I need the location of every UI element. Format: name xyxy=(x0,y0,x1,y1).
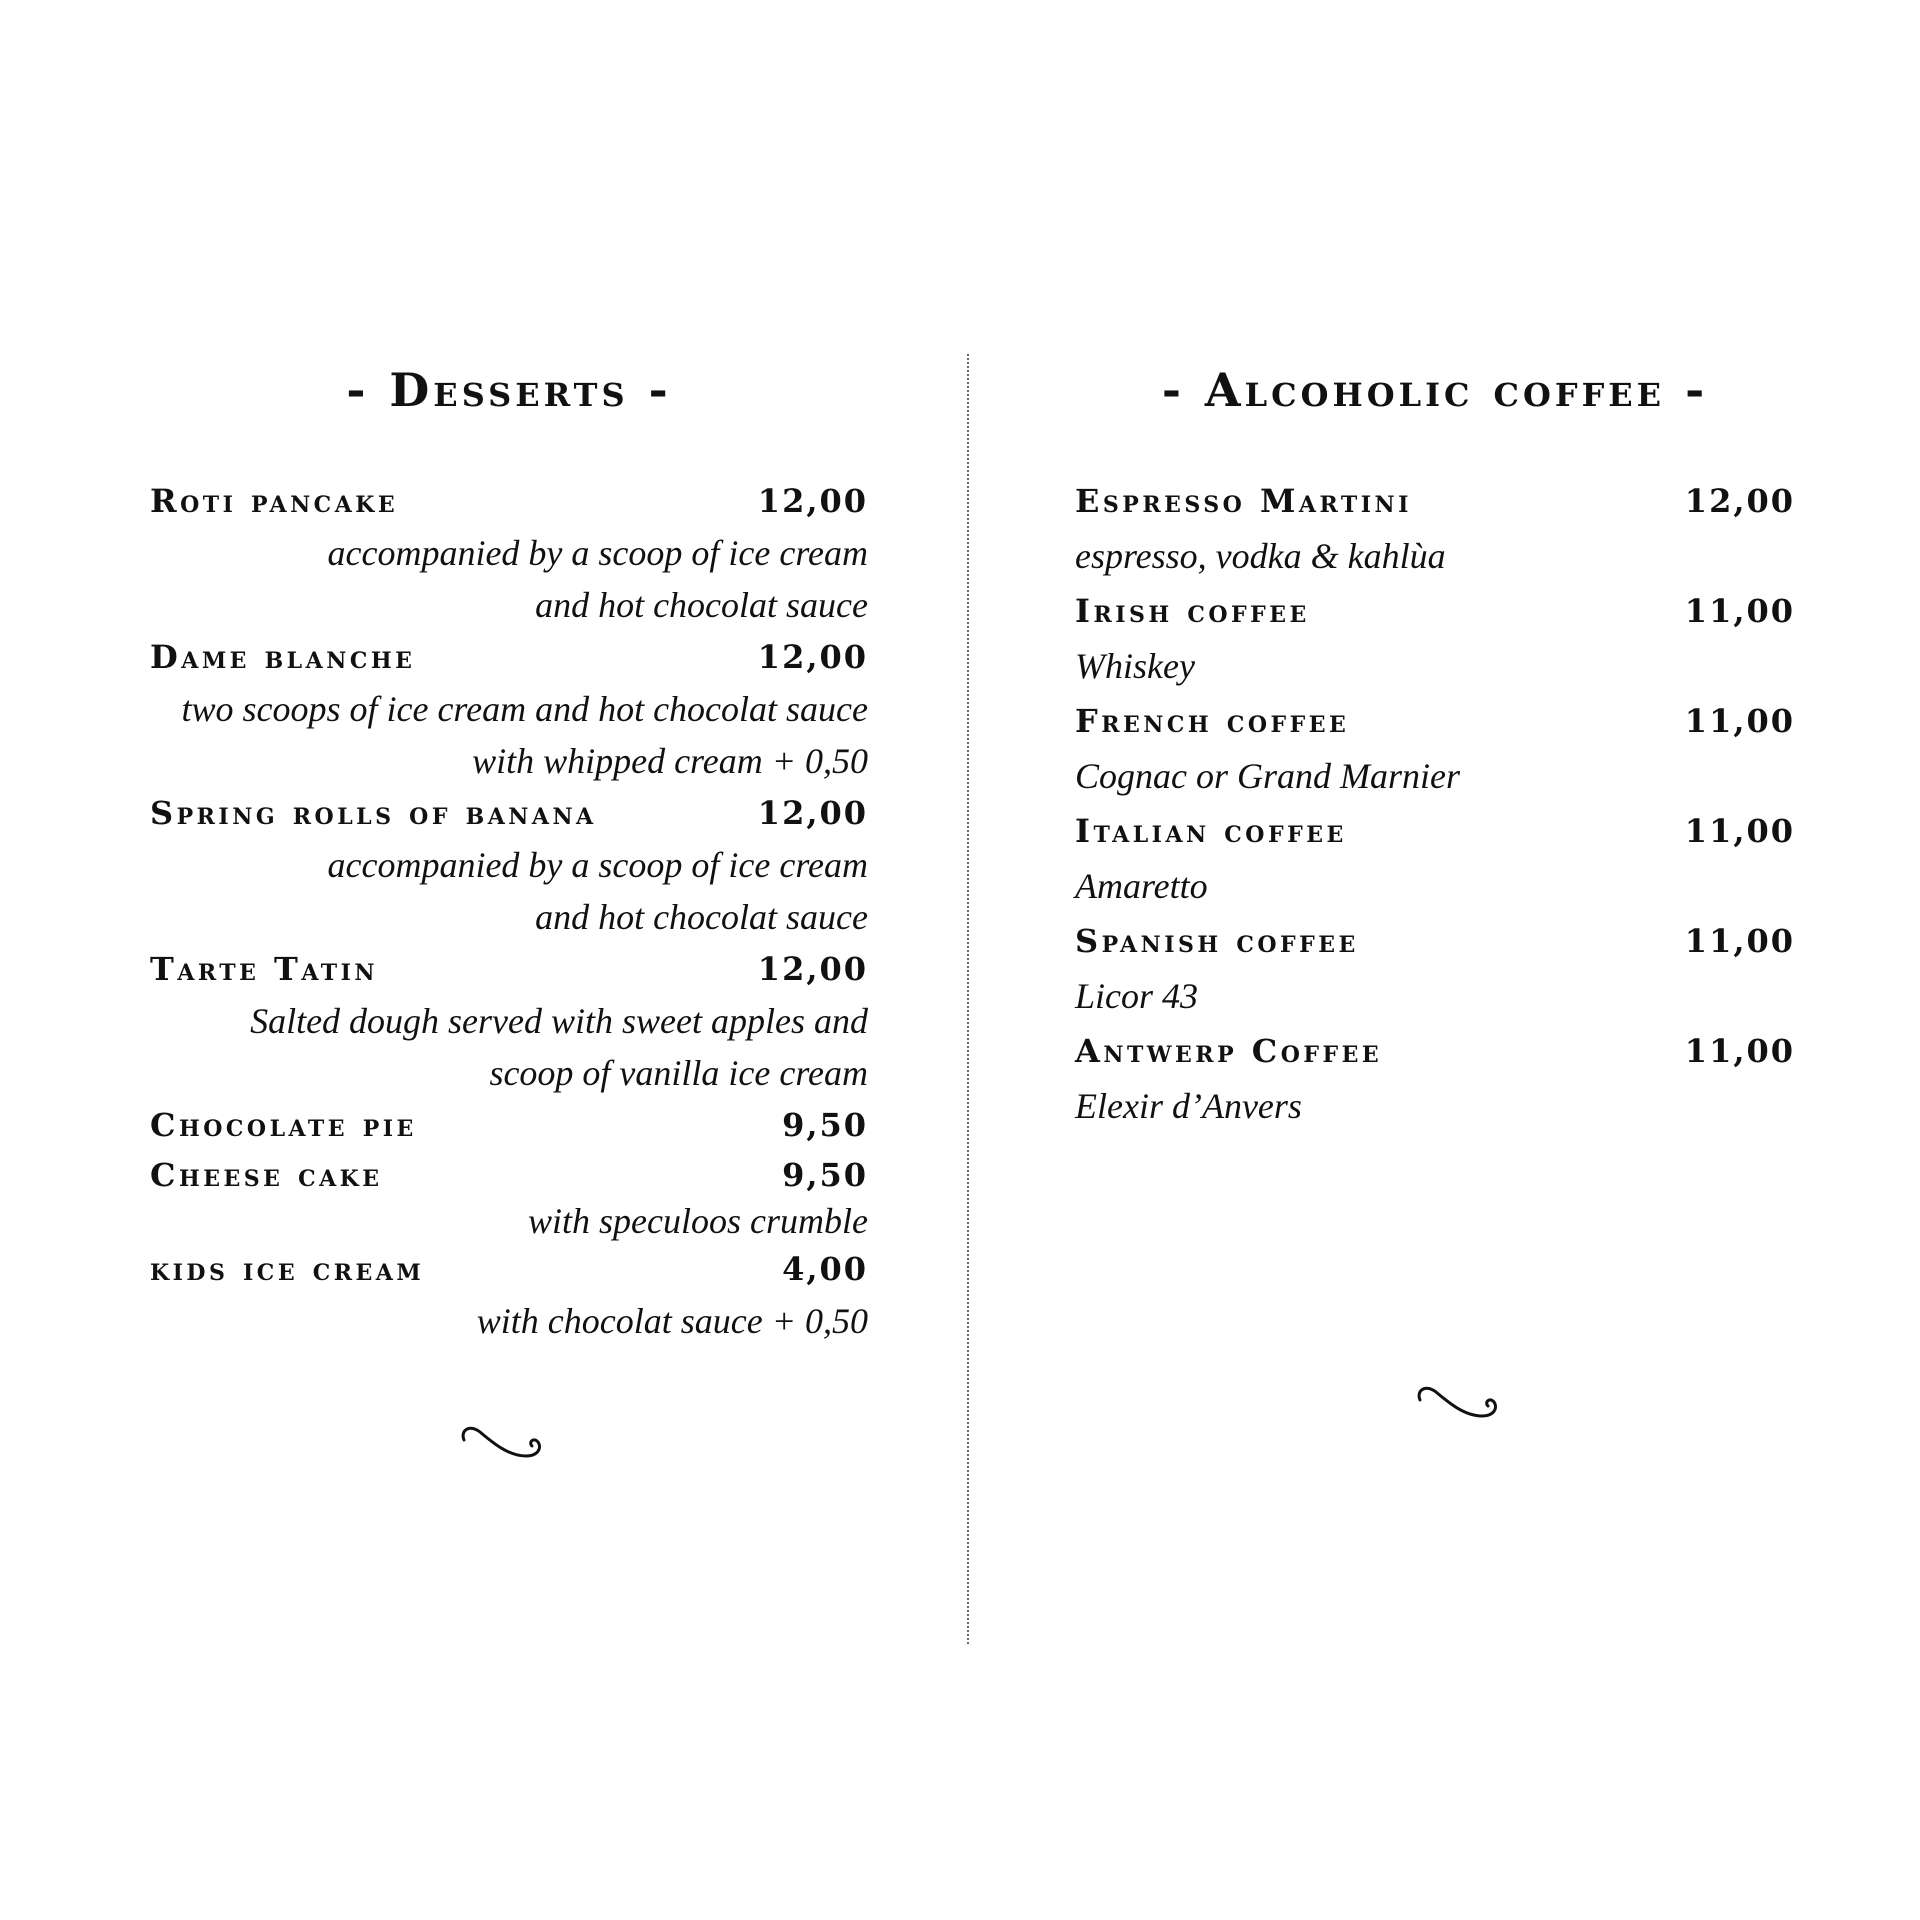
item-price: 12,00 xyxy=(757,950,868,988)
item-price: 9,50 xyxy=(782,1106,868,1144)
item-price: 4,00 xyxy=(782,1250,868,1288)
menu-item-irish-coffee xyxy=(1075,585,1795,637)
item-price: 12,00 xyxy=(757,794,868,832)
item-description: scoop of vanilla ice cream xyxy=(489,1053,868,1093)
menu-item-antwerp-coffee xyxy=(1075,1025,1795,1077)
item-description: with speculoos crumble xyxy=(528,1201,868,1241)
item-description: accompanied by a scoop of ice cream xyxy=(327,845,868,885)
item-name: Dame blanche xyxy=(150,638,416,676)
item-description: accompanied by a scoop of ice cream xyxy=(327,533,868,573)
item-name: Chocolate pie xyxy=(150,1106,417,1144)
alcoholic-coffee-title: - Alcoholic coffee - xyxy=(1161,363,1709,417)
menu-item-tarte-tatin xyxy=(150,943,868,995)
item-description: Salted dough served with sweet apples and xyxy=(250,1001,868,1041)
item-price: 9,50 xyxy=(782,1156,868,1194)
desserts-section xyxy=(150,360,868,1347)
item-name: Antwerp Coffee xyxy=(1075,1032,1383,1070)
menu-item-kids-ice-cream xyxy=(150,1243,868,1295)
item-price: 12,00 xyxy=(757,638,868,676)
item-name: Espresso Martini xyxy=(1075,482,1412,520)
item-description: with whipped cream + 0,50 xyxy=(472,741,868,781)
item-name: Spring rolls of banana xyxy=(150,794,597,832)
item-name: French coffee xyxy=(1075,702,1350,740)
item-description: Licor 43 xyxy=(1075,976,1199,1016)
item-name: Spanish coffee xyxy=(1075,922,1359,960)
item-name: Cheese cake xyxy=(150,1156,383,1194)
column-divider xyxy=(967,354,969,1644)
item-price: 11,00 xyxy=(1684,922,1795,960)
item-price: 11,00 xyxy=(1684,702,1795,740)
swash-ornament-icon xyxy=(1412,1380,1512,1430)
item-description: and hot chocolat sauce xyxy=(535,585,868,625)
item-description: Whiskey xyxy=(1075,646,1195,686)
item-price: 11,00 xyxy=(1684,592,1795,630)
item-description: with chocolat sauce + 0,50 xyxy=(476,1301,868,1341)
item-price: 11,00 xyxy=(1684,812,1795,850)
alcoholic-coffee-list xyxy=(1075,475,1795,1135)
desserts-title: - Desserts - xyxy=(346,363,672,417)
item-name: Tarte Tatin xyxy=(150,950,379,988)
item-name: kids ice cream xyxy=(150,1250,425,1288)
item-description: Elexir d’Anvers xyxy=(1075,1086,1302,1126)
item-price: 12,00 xyxy=(1684,482,1795,520)
menu-item-spanish-coffee xyxy=(1075,915,1795,967)
menu-item-french-coffee xyxy=(1075,695,1795,747)
item-description: and hot chocolat sauce xyxy=(535,897,868,937)
alcoholic-coffee-section xyxy=(1075,360,1795,1135)
item-price: 12,00 xyxy=(757,482,868,520)
item-description: espresso, vodka & kahlùa xyxy=(1075,536,1446,576)
menu-item-cheese-cake xyxy=(150,1149,868,1199)
item-description: Cognac or Grand Marnier xyxy=(1075,756,1460,796)
item-description: two scoops of ice cream and hot chocolat sauce xyxy=(181,689,868,729)
item-name: Italian coffee xyxy=(1075,812,1347,850)
menu-item-dame-blanche xyxy=(150,631,868,683)
menu-item-roti-pancake xyxy=(150,475,868,527)
swash-ornament-icon xyxy=(456,1420,556,1470)
menu-item-spring-rolls xyxy=(150,787,868,839)
item-description: Amaretto xyxy=(1075,866,1208,906)
menu-item-chocolate-pie xyxy=(150,1099,868,1149)
menu-item-italian-coffee xyxy=(1075,805,1795,857)
desserts-list xyxy=(150,475,868,1347)
menu-item-espresso-martini xyxy=(1075,475,1795,527)
item-price: 11,00 xyxy=(1684,1032,1795,1070)
item-name: Roti pancake xyxy=(150,482,399,520)
item-name: Irish coffee xyxy=(1075,592,1310,630)
